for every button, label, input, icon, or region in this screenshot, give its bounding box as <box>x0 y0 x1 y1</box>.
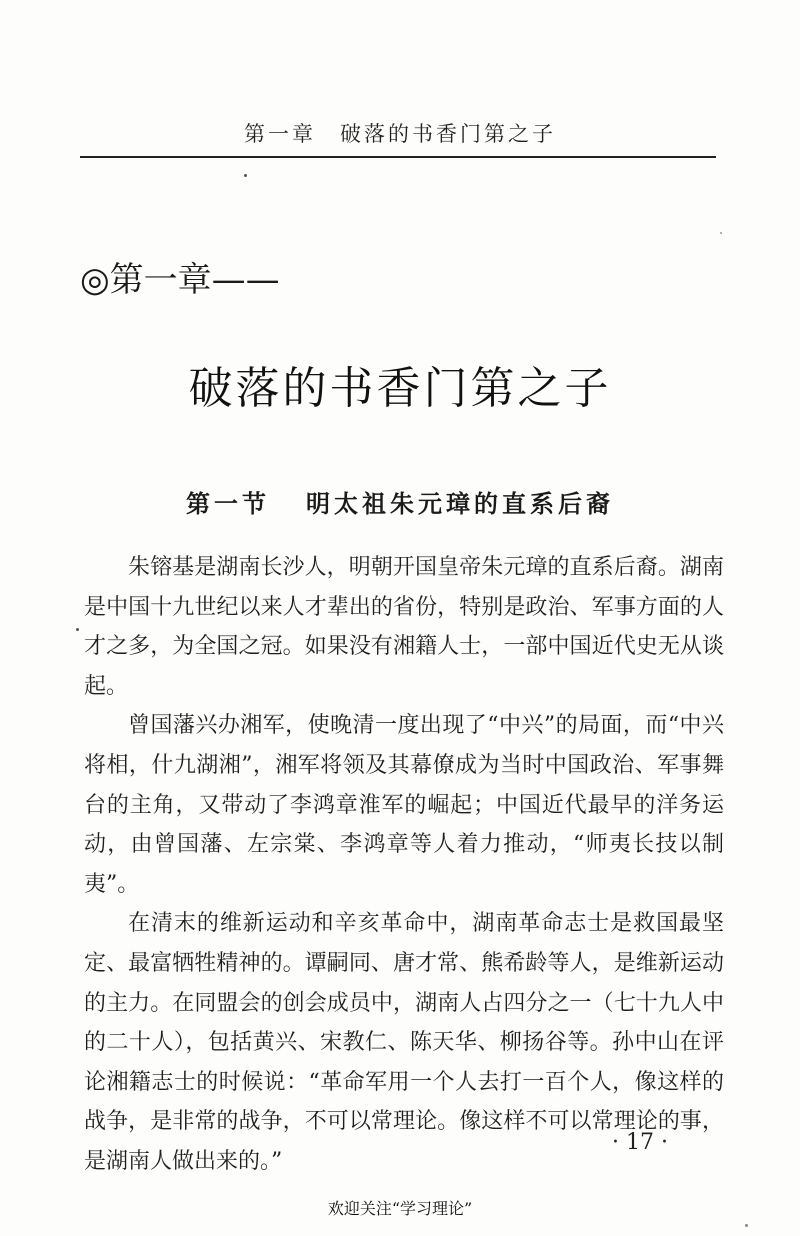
scan-speck <box>244 174 247 177</box>
paragraph: 在清末的维新运动和辛亥革命中，湖南革命志士是救国最坚定、最富牺牲精神的。谭嗣同、唐才常、熊希龄等人，是维新运动的主力。在同盟会的创会成员中，湖南人占四分之一（七十九人中的二十人），包括黄兴、宋教仁、陈天华、柳扬谷等。孙中山在评论湘籍志士的时候说：“革命军用一个人去打一百个人，像这样的战争，是非常的战争，不可以常理论。像这样不可以常理论的事，是湖南人做出来的。” <box>84 911 724 1174</box>
page-number: · 17 · <box>612 1130 668 1155</box>
header-rule <box>80 156 716 158</box>
section-heading <box>0 484 800 519</box>
scan-speck <box>745 1224 748 1227</box>
paragraph: 朱镕基是湖南长沙人，明朝开国皇帝朱元璋的直系后裔。湖南是中国十九世纪以来人才辈出的省份，特别是政治、军事方面的人才之多，为全国之冠。如果没有湘籍人士，一部中国近代史无从谈起。 <box>84 555 724 699</box>
paragraph: 曾国藩兴办湘军，使晚清一度出现了“中兴”的局面，而“中兴将相，什九湖湘”，湘军将领及其幕僚成为当时中国政治、军事舞台的主角，又带动了李鸿章淮军的崛起；中国近代最早的洋务运动，由曾国藩、左宗棠、李鸿章等人着力推动，“师夷长技以制夷”。 <box>84 713 724 897</box>
body-text <box>84 548 724 1182</box>
scan-speck <box>720 232 722 234</box>
chapter-title: 破落的书香门第之子 <box>188 363 612 414</box>
scan-speck <box>76 628 79 631</box>
running-header: 第一章 破落的书香门第之子 <box>244 122 556 146</box>
footer-note: 欢迎关注“学习理论” <box>327 1199 473 1218</box>
chapter-label: ◎第一章—— <box>80 260 280 300</box>
section-number: 第一节 <box>186 490 270 518</box>
section-title: 明太祖朱元璋的直系后裔 <box>306 490 614 518</box>
